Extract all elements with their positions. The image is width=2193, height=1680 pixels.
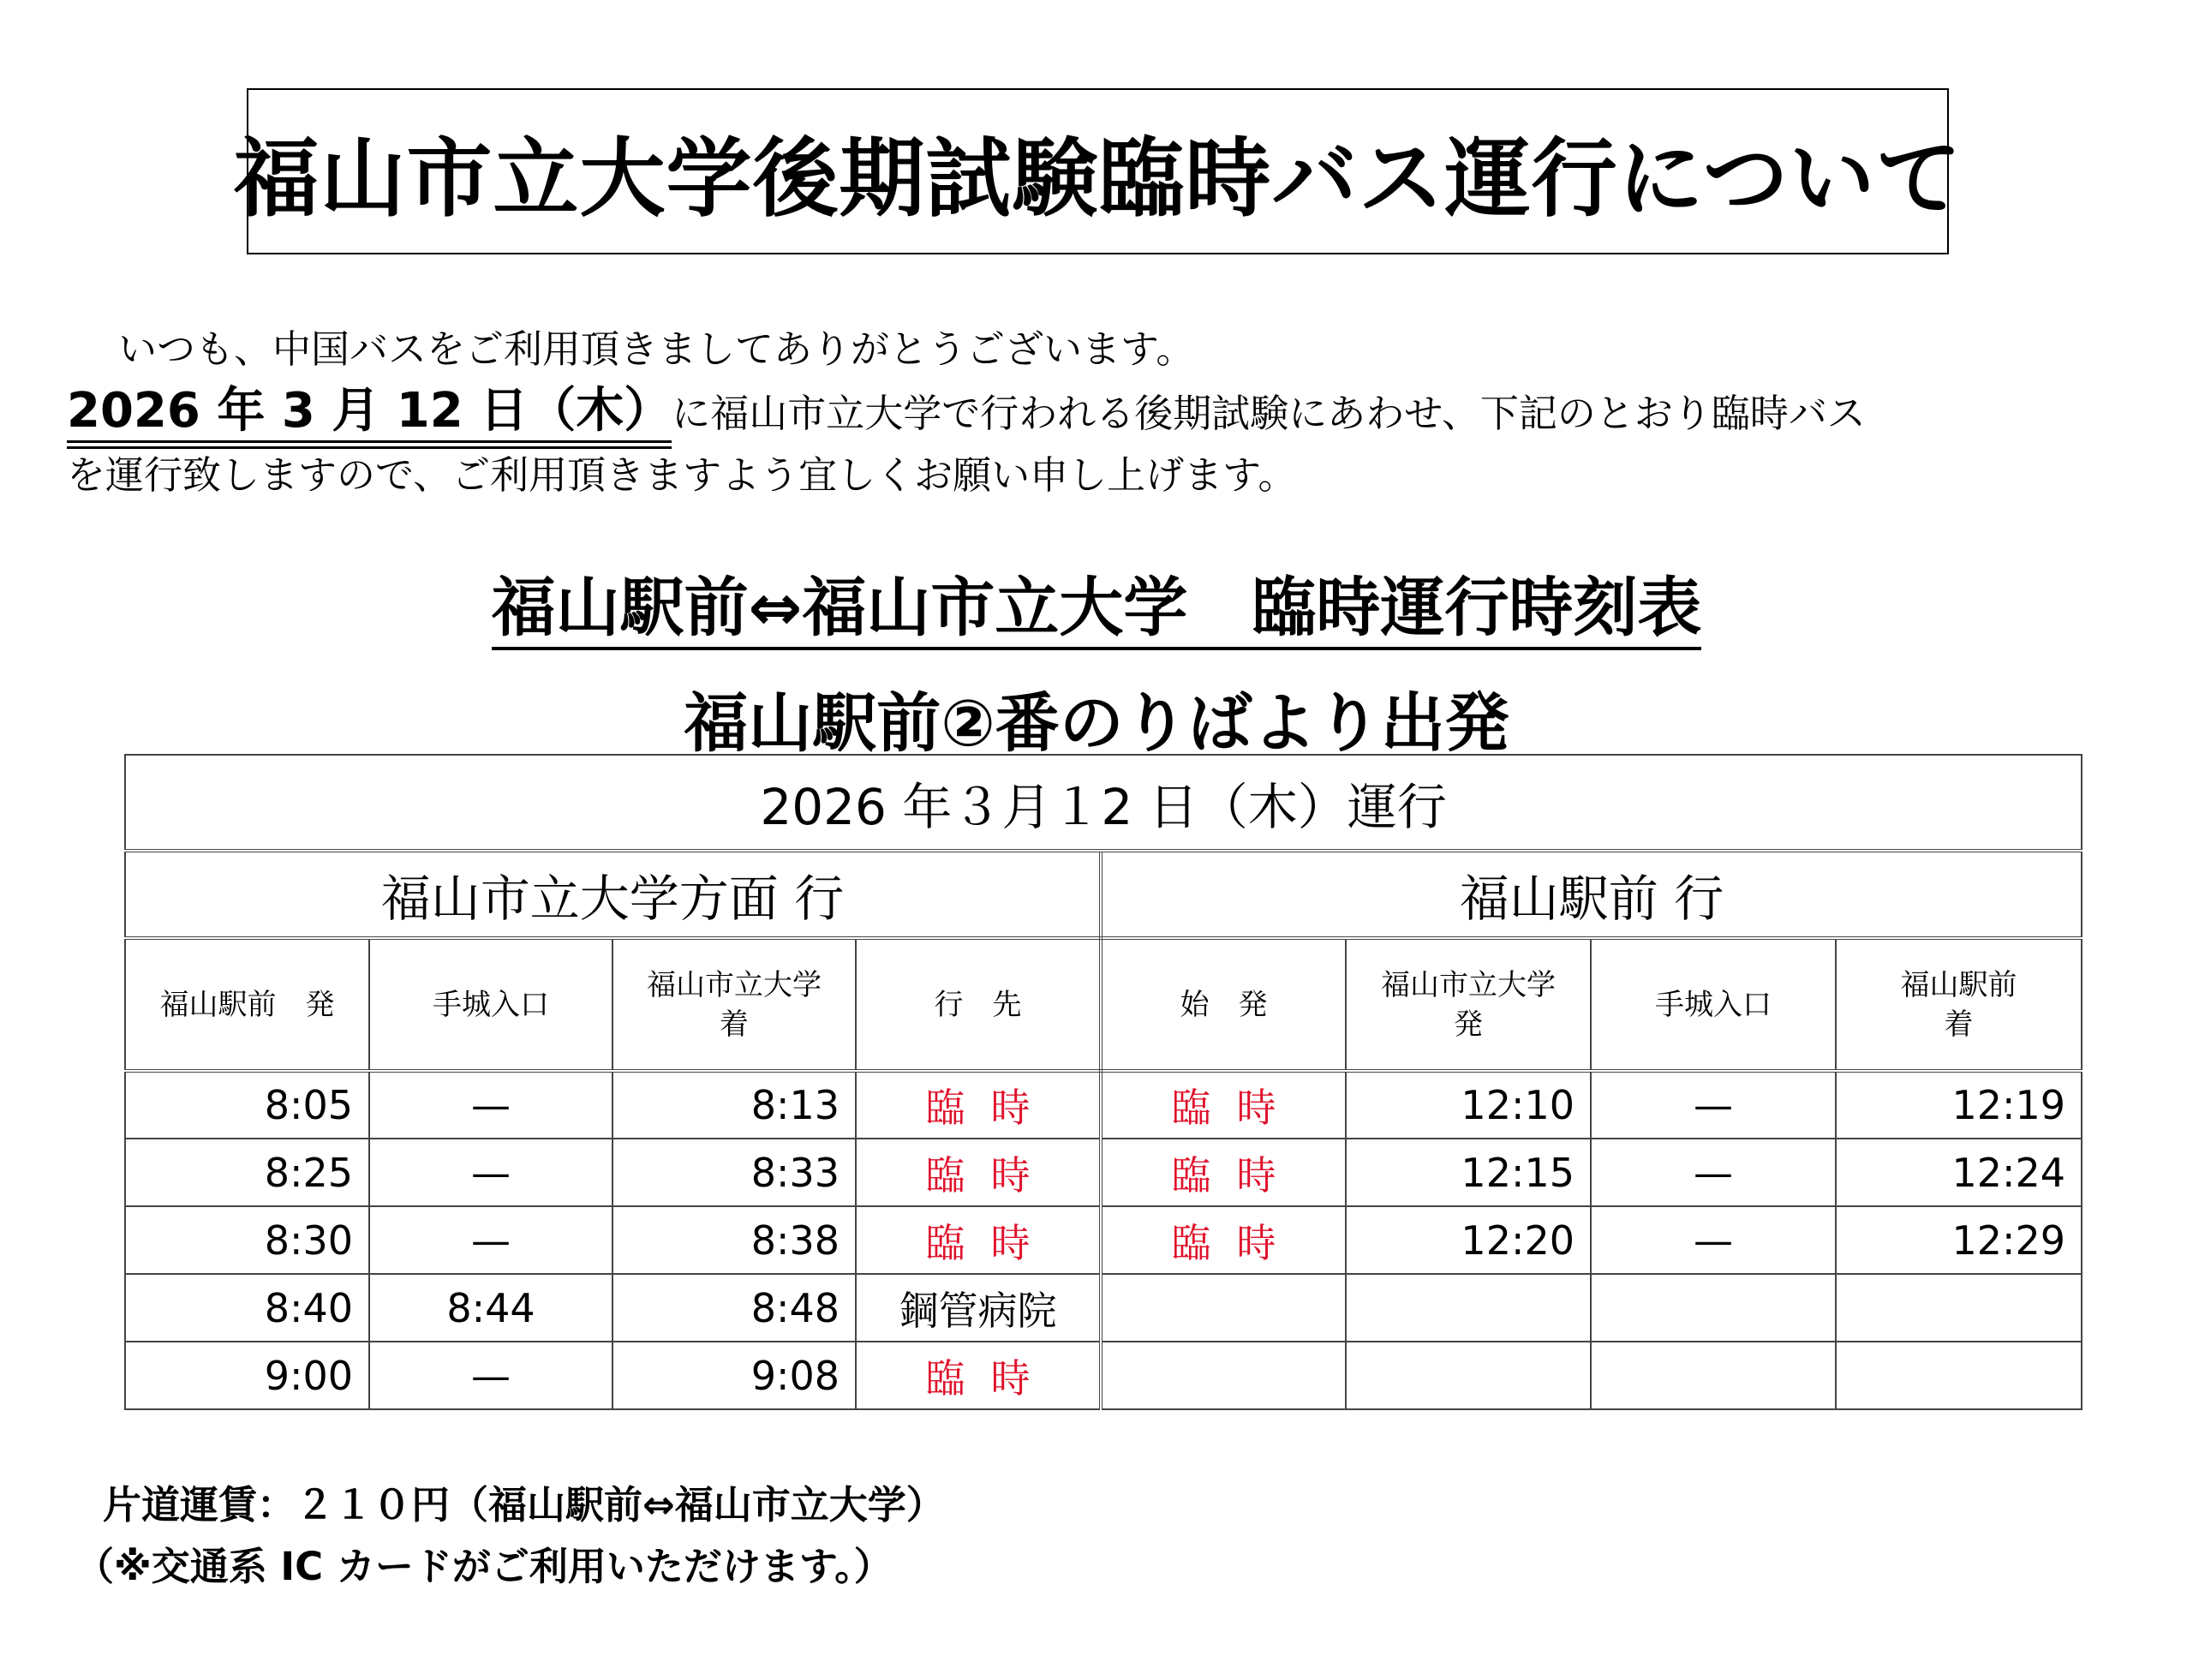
cell-destination: 臨時 [856,1342,1101,1409]
cell-station-arrive [1836,1342,2082,1409]
fare-info: 片道運賃：２１０円（福山駅前⇔福山市立大学） [103,1482,945,1528]
cell-destination: 臨時 [856,1139,1101,1206]
timetable [124,754,2082,1410]
header-station-arrive-l1: 福山駅前 [1900,967,2017,1002]
cell-station-depart: 9:00 [125,1342,369,1409]
cell-station-depart: 8:25 [125,1139,369,1206]
cell-teshiro: 8:44 [369,1274,612,1342]
cell-teshiro: — [369,1139,612,1206]
header-univ-depart-l2: 発 [1454,1007,1483,1042]
cell-station-arrive [1836,1274,2082,1342]
timetable-date: 2026 年３月１2 日（木）運行 [125,755,2082,851]
header-station-arrive [1836,938,2082,1071]
header-univ-arrive-l1: 福山市立大学 [647,967,822,1002]
header-teshiro: 手城入口 [369,938,612,1071]
cell-teshiro-return: — [1591,1071,1836,1139]
route-heading [0,557,2193,649]
cell-origin [1101,1342,1346,1409]
cell-station-arrive: 12:19 [1836,1071,2082,1139]
operation-date-emphasis: 2026 年 3 月 12 日（木） [67,383,672,443]
cell-univ-arrive: 8:33 [612,1139,856,1206]
ic-card-note: （※交通系 IC カードがご利用いただけます。） [75,1544,893,1589]
route-heading-text: 福山駅前⇔福山市立大学 臨時運行時刻表 [492,570,1702,650]
page-title: 福山市立大学後期試験臨時バス運行について [233,129,1963,229]
table-row [125,1206,2082,1274]
cell-teshiro-return: — [1591,1206,1836,1274]
cell-origin [1101,1274,1346,1342]
cell-univ-depart: 12:15 [1346,1139,1591,1206]
timetable-body [125,1071,2082,1409]
table-row [125,1139,2082,1206]
header-univ-arrive-l2: 着 [720,1007,749,1042]
cell-univ-arrive: 9:08 [612,1342,856,1409]
cell-destination: 鋼管病院 [856,1274,1101,1342]
cell-univ-depart: 12:10 [1346,1071,1591,1139]
cell-teshiro-return [1591,1274,1836,1342]
cell-teshiro-return: — [1591,1139,1836,1206]
header-station-arrive-l2: 着 [1944,1007,1974,1042]
cell-station-arrive: 12:29 [1836,1206,2082,1274]
cell-univ-depart [1346,1274,1591,1342]
table-row [125,1071,2082,1139]
header-univ-arrive [612,938,856,1071]
cell-teshiro: — [369,1071,612,1139]
cell-teshiro: — [369,1206,612,1274]
cell-univ-arrive: 8:13 [612,1071,856,1139]
header-univ-depart-l1: 福山市立大学 [1381,967,1556,1002]
timetable-date-row [125,755,2082,851]
timetable-direction-row [125,851,2082,938]
cell-destination: 臨時 [856,1071,1101,1139]
header-teshiro-return: 手城入口 [1591,938,1836,1071]
cell-origin: 臨時 [1101,1071,1346,1139]
cell-station-depart: 8:30 [125,1206,369,1274]
cell-origin: 臨時 [1101,1206,1346,1274]
cell-univ-arrive: 8:38 [612,1206,856,1274]
header-destination: 行 先 [856,938,1101,1071]
table-row [125,1342,2082,1409]
cell-univ-depart [1346,1342,1591,1409]
direction-to-station: 福山駅前 行 [1101,851,2082,938]
stop-heading: 福山駅前②番のりばより出発 [684,685,1509,761]
cell-station-depart: 8:05 [125,1071,369,1139]
header-univ-depart [1346,938,1591,1071]
direction-to-university: 福山市立大学方面 行 [125,851,1101,938]
cell-station-depart: 8:40 [125,1274,369,1342]
intro-line-date-rest: に福山市立大学で行われる後期試験にあわせ、下記のとおり臨時バス [672,391,1866,436]
cell-univ-arrive: 8:48 [612,1274,856,1342]
table-row [125,1274,2082,1342]
cell-teshiro-return [1591,1342,1836,1409]
title-box [233,88,1963,254]
intro-text [67,319,2148,506]
cell-univ-depart: 12:20 [1346,1206,1591,1274]
intro-line-date [67,380,2148,445]
timetable-header-row [125,938,2082,1071]
cell-origin: 臨時 [1101,1139,1346,1206]
cell-station-arrive: 12:24 [1836,1139,2082,1206]
cell-teshiro: — [369,1342,612,1409]
intro-line-closing: を運行致しますので、ご利用頂きますよう宜しくお願い申し上げます。 [67,452,1297,498]
header-origin: 始 発 [1101,938,1346,1071]
cell-destination: 臨時 [856,1206,1101,1274]
header-station-depart: 福山駅前 発 [125,938,369,1071]
intro-line-greeting: いつも、中国バスをご利用頂きましてありがとうございます。 [118,326,1195,372]
